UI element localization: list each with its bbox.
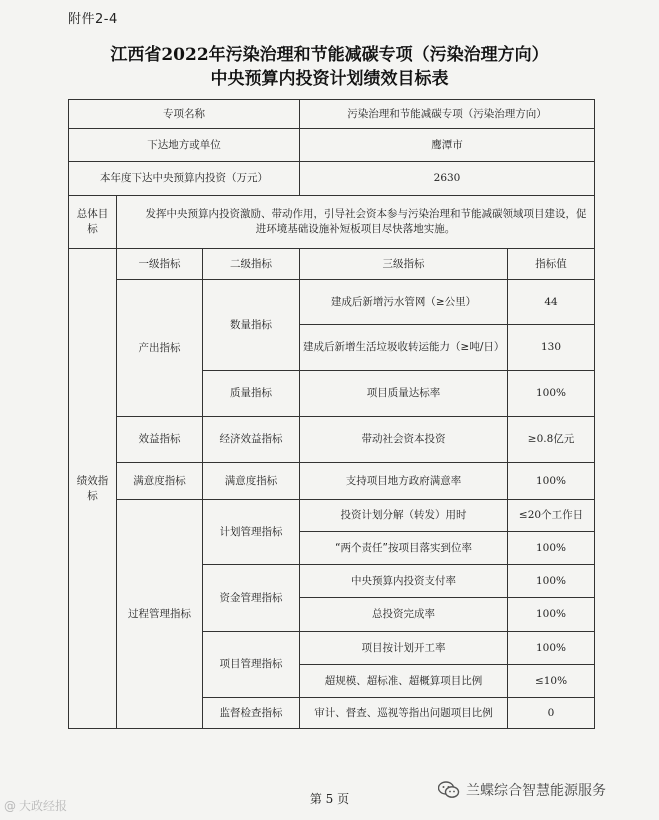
project-name-value: 污染治理和节能减碳专项（污染治理方向） bbox=[300, 100, 595, 129]
level2-cell: 经济效益指标 bbox=[203, 417, 300, 463]
performance-target-table bbox=[68, 99, 595, 729]
watermark-left bbox=[4, 797, 67, 814]
value-cell: ≥0.8亿元 bbox=[508, 417, 595, 463]
region-value: 鹰潭市 bbox=[300, 129, 595, 162]
table-row bbox=[69, 162, 595, 196]
table-row bbox=[69, 463, 595, 500]
region-label: 下达地方或单位 bbox=[69, 129, 300, 162]
watermark-left-text: 大政经报 bbox=[19, 799, 68, 813]
at-icon: @ bbox=[4, 798, 16, 813]
level1-cell: 过程管理指标 bbox=[117, 500, 203, 729]
table-row bbox=[69, 280, 595, 325]
level2-cell: 质量指标 bbox=[203, 371, 300, 417]
value-cell: 130 bbox=[508, 325, 595, 371]
level1-cell: 产出指标 bbox=[117, 280, 203, 417]
level2-cell: 项目管理指标 bbox=[203, 632, 300, 698]
level3-cell: “两个责任”按项目落实到位率 bbox=[300, 532, 508, 565]
level2-cell: 监督检查指标 bbox=[203, 698, 300, 729]
level2-cell: 资金管理指标 bbox=[203, 565, 300, 632]
level2-cell: 数量指标 bbox=[203, 280, 300, 371]
header-value: 指标值 bbox=[508, 249, 595, 280]
table-row bbox=[69, 129, 595, 162]
table-row bbox=[69, 249, 595, 280]
value-cell: 100% bbox=[508, 463, 595, 500]
value-cell: 44 bbox=[508, 280, 595, 325]
table-row bbox=[69, 196, 595, 249]
watermark-right bbox=[438, 780, 606, 800]
table-row bbox=[69, 100, 595, 129]
level3-cell: 审计、督查、巡视等指出问题项目比例 bbox=[300, 698, 508, 729]
value-cell: 100% bbox=[508, 632, 595, 665]
value-cell: 100% bbox=[508, 565, 595, 598]
watermark-right-text: 兰蝶综合智慧能源服务 bbox=[466, 783, 606, 799]
investment-value: 2630 bbox=[300, 162, 595, 196]
attachment-label: 附件2-4 bbox=[68, 12, 118, 27]
level1-cell: 效益指标 bbox=[117, 417, 203, 463]
overall-target-text: 发挥中央预算内投资激励、带动作用，引导社会资本参与污染治理和节能减碳领域项目建设，促进环境基础设施补短板项目尽快落地实施。 bbox=[117, 196, 595, 249]
header-level2: 二级指标 bbox=[203, 249, 300, 280]
level3-cell: 中央预算内投资支付率 bbox=[300, 565, 508, 598]
level2-cell: 满意度指标 bbox=[203, 463, 300, 500]
value-cell: ≤20个工作日 bbox=[508, 500, 595, 532]
investment-label: 本年度下达中央预算内投资（万元） bbox=[69, 162, 300, 196]
value-cell: 100% bbox=[508, 598, 595, 632]
level3-cell: 支持项目地方政府满意率 bbox=[300, 463, 508, 500]
value-cell: 100% bbox=[508, 532, 595, 565]
document-title-line2: 中央预算内投资计划绩效目标表 bbox=[210, 69, 449, 89]
overall-target-label: 总体目标 bbox=[69, 196, 117, 249]
level3-cell: 总投资完成率 bbox=[300, 598, 508, 632]
table-row bbox=[69, 417, 595, 463]
level2-cell: 计划管理指标 bbox=[203, 500, 300, 565]
level1-cell: 满意度指标 bbox=[117, 463, 203, 500]
header-level1: 一级指标 bbox=[117, 249, 203, 280]
header-level3: 三级指标 bbox=[300, 249, 508, 280]
project-name-label: 专项名称 bbox=[69, 100, 300, 129]
document-title-line1: 江西省2022年污染治理和节能减碳专项（污染治理方向） bbox=[110, 45, 549, 65]
value-cell: 0 bbox=[508, 698, 595, 729]
value-cell: ≤10% bbox=[508, 665, 595, 698]
table-row bbox=[69, 500, 595, 532]
level3-cell: 投资计划分解（转发）用时 bbox=[300, 500, 508, 532]
level3-cell: 项目按计划开工率 bbox=[300, 632, 508, 665]
level3-cell: 超规模、超标准、超概算项目比例 bbox=[300, 665, 508, 698]
level3-cell: 建成后新增生活垃圾收转运能力（≥吨/日） bbox=[300, 325, 508, 371]
performance-indicator-label: 绩效指标 bbox=[69, 249, 117, 729]
page-number: 第 5 页 bbox=[309, 792, 350, 806]
level3-cell: 建成后新增污水管网（≥公里） bbox=[300, 280, 508, 325]
level3-cell: 带动社会资本投资 bbox=[300, 417, 508, 463]
level3-cell: 项目质量达标率 bbox=[300, 371, 508, 417]
value-cell: 100% bbox=[508, 371, 595, 417]
wechat-icon bbox=[438, 781, 460, 799]
